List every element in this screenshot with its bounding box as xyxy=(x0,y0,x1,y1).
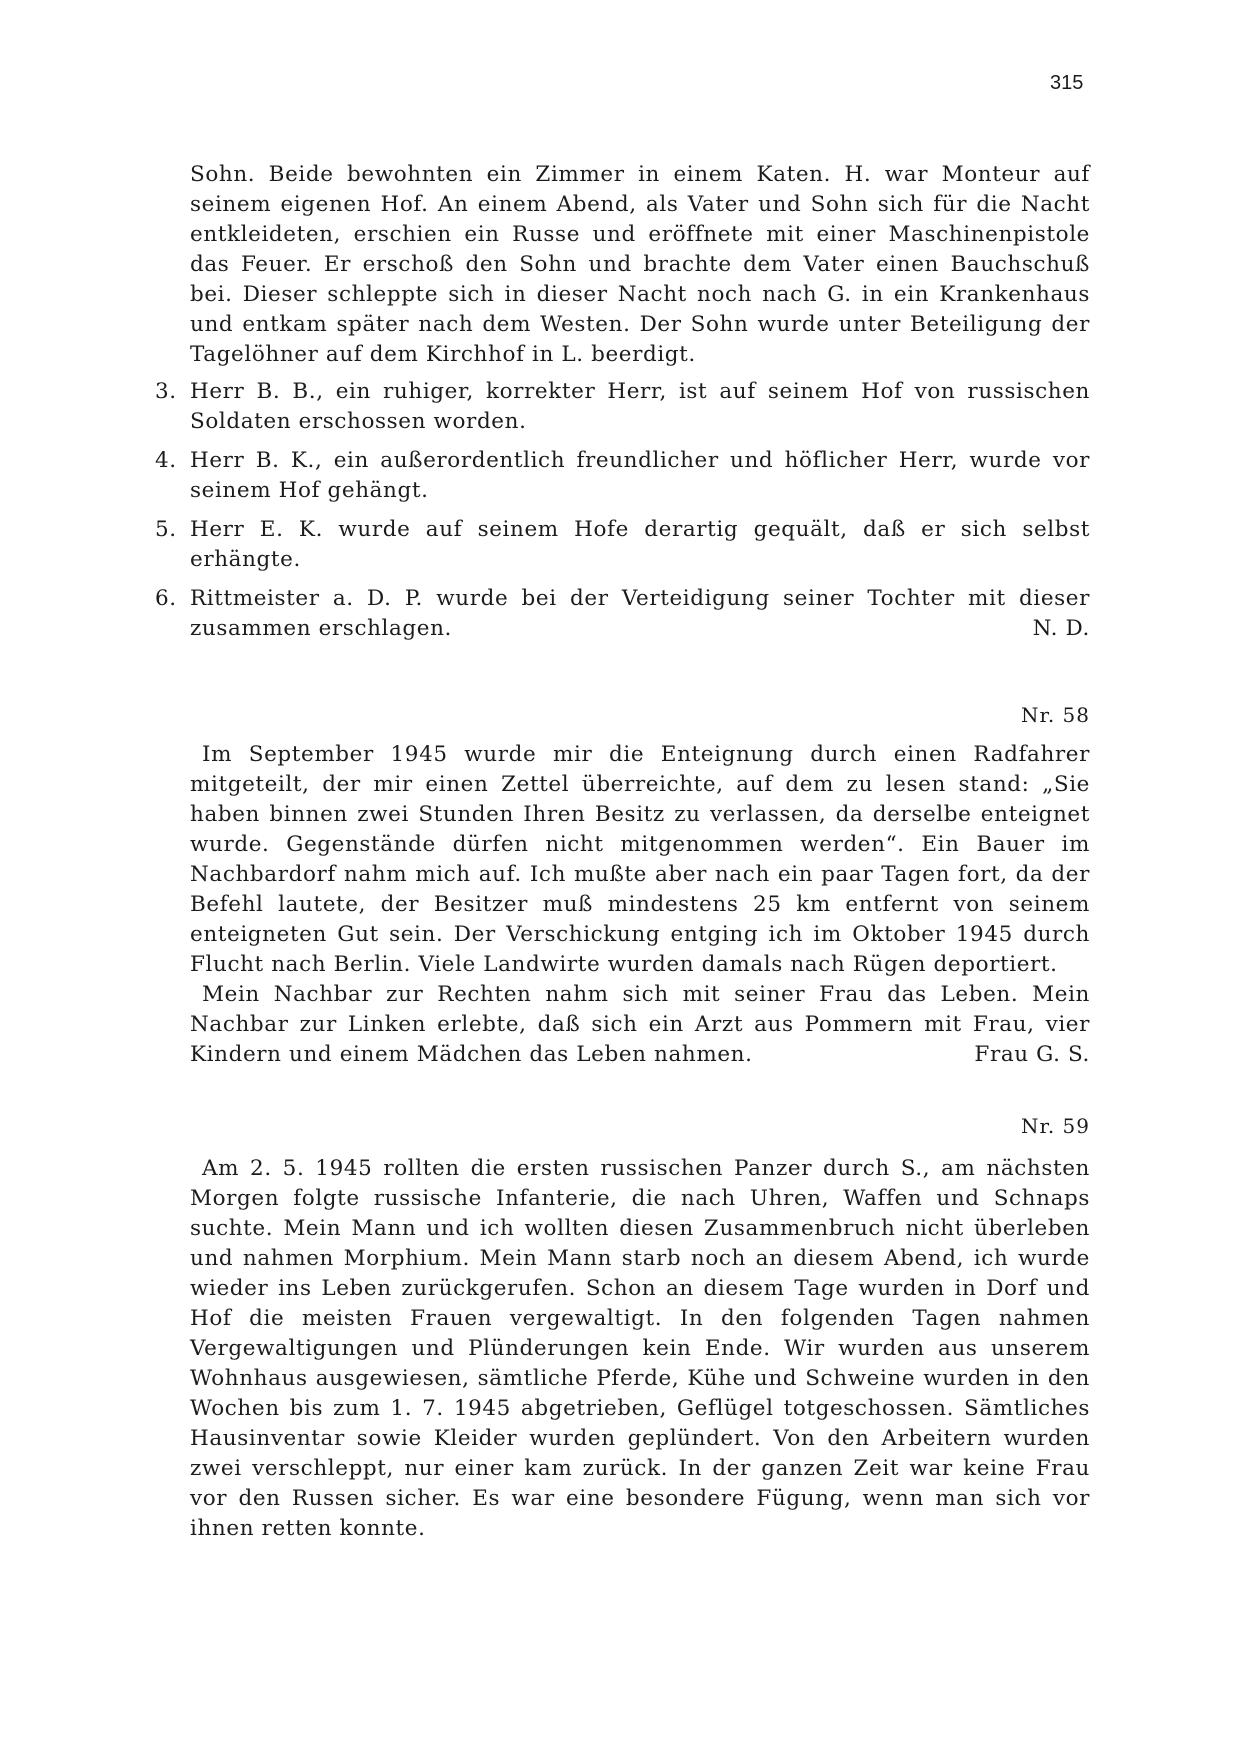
page-number: 315 xyxy=(1050,72,1084,94)
signature: Frau G. S. xyxy=(974,1042,1090,1067)
list-item xyxy=(155,515,1090,575)
list-item-number: 3. xyxy=(155,379,177,404)
section-paragraph: Am 2. 5. 1945 rollten die ersten russischen Panzer durch S., am nächsten Morgen folgte russische Infanterie, die nach Uhren, Waffen und Schnaps suchte. Mein Mann und ich wollten diesen Zusammenbruch nicht überleben und nahmen Morphium. Mein Mann starb noch an diesem Abend, ich wurde wieder ins Leben zurückgerufen. Schon an diesem Tage wurden in Dorf und Hof die meisten Frauen vergewaltigt. In den folgenden Tagen nahmen Vergewaltigungen und Plünderungen kein Ende. Wir wurden aus unserem Wohnhaus ausgewiesen, sämtliche Pferde, Kühe und Schweine wurden in den Wochen bis zum 1. 7. 1945 abgetrieben, Geflügel totgeschossen. Sämtliches Hausinventar sowie Kleider wurden geplündert. Von den Arbeitern wurden zwei verschleppt, nur einer kam zurück. In der ganzen Zeit war keine Frau vor den Russen sicher. Es war eine besondere Fügung, wenn man sich vor ihnen retten konnte. xyxy=(190,1156,1090,1541)
intro-paragraph-block xyxy=(190,160,1090,370)
section-paragraph xyxy=(190,980,1090,1070)
list-item xyxy=(155,377,1090,437)
section-58-body xyxy=(190,740,1090,1070)
signature: N. D. xyxy=(1032,616,1090,641)
list-item xyxy=(155,446,1090,506)
list-item xyxy=(155,584,1090,644)
list-item-number: 6. xyxy=(155,586,177,611)
section-paragraph-text: Mein Nachbar zur Rechten nahm sich mit seiner Frau das Leben. Mein Nachbar zur Linken erlebte, daß sich ein Arzt aus Pommern mit Frau, vier Kindern und einem Mädchen das Leben nahmen. xyxy=(190,982,1090,1067)
list-item-number: 4. xyxy=(155,448,177,473)
list-item-text: Herr B. K., ein außerordentlich freundlicher und höflicher Herr, wurde vor seinem Hof gehängt. xyxy=(190,448,1090,503)
intro-paragraph: Sohn. Beide bewohnten ein Zimmer in einem Katen. H. war Monteur auf seinem eigenen Hof. An einem Abend, als Vater und Sohn sich für die Nacht entkleideten, erschien ein Russe und eröffnete mit einer Maschinenpistole das Feuer. Er erschoß den Sohn und brachte dem Vater einen Bauchschuß bei. Dieser schleppte sich in dieser Nacht noch nach G. in ein Krankenhaus und entkam später nach dem Westen. Der Sohn wurde unter Beteiligung der Tagelöhner auf dem Kirchhof in L. beerdigt. xyxy=(190,162,1090,367)
section-59-body xyxy=(190,1154,1090,1544)
list-item-text: Herr E. K. wurde auf seinem Hofe derartig gequält, daß er sich selbst erhängte. xyxy=(190,517,1090,572)
section-number: Nr. 58 xyxy=(1020,703,1090,727)
section-paragraph: Im September 1945 wurde mir die Enteignung durch einen Radfahrer mitgeteilt, der mir einen Zettel überreichte, auf dem zu lesen stand: „Sie haben binnen zwei Stunden Ihren Besitz zu verlassen, da derselbe enteignet wurde. Gegenstände dürfen nicht mitgenommen werden“. Ein Bauer im Nachbardorf nahm mich auf. Ich mußte aber nach ein paar Tagen fort, da der Befehl lautete, der Besitzer muß mindestens 25 km entfernt von seinem enteigneten Gut sein. Der Verschickung entging ich im Oktober 1945 durch Flucht nach Berlin. Viele Landwirte wurden damals nach Rügen deportiert. xyxy=(190,742,1090,977)
section-number: Nr. 59 xyxy=(1020,1114,1090,1138)
numbered-list xyxy=(155,377,1090,653)
list-item-text: Herr B. B., ein ruhiger, korrekter Herr, ist auf seinem Hof von russischen Soldaten erschossen worden. xyxy=(190,379,1090,434)
list-item-number: 5. xyxy=(155,517,177,542)
list-item-text: Rittmeister a. D. P. wurde bei der Verteidigung seiner Tochter mit dieser zusammen erschlagen. xyxy=(190,586,1090,641)
